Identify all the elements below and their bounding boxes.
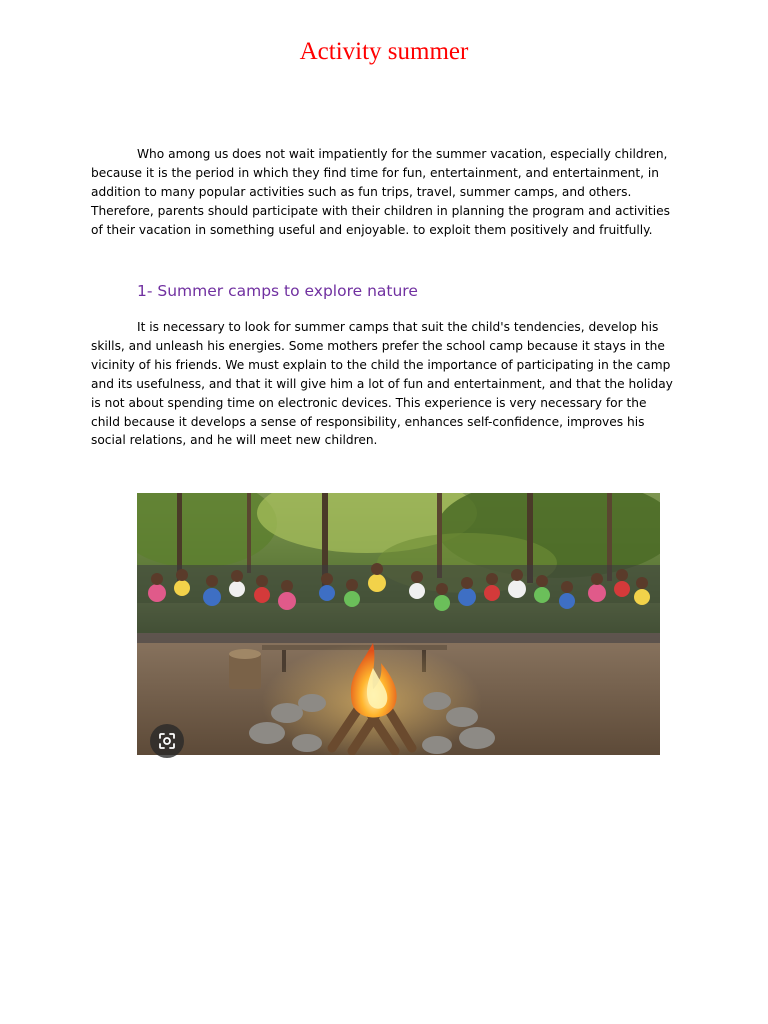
lens-search-button[interactable]	[150, 724, 184, 758]
document-title: Activity summer	[299, 38, 469, 65]
campfire-photo	[137, 493, 660, 755]
section-paragraph: It is necessary to look for summer camps that suit the child's tendencies, develop his skills, and unleash his energies. Some mothers prefer the school camp because it stays in the vicinity of his friends. We must explain to the child the importance of participating in the camp and its usefulness, and that it will give him a lot of fun and entertainment, and that the holiday is not about spending time on electronic devices. This experience is very necessary for the child because it develops a sense of responsibility, enhances self-confidence, improves his social relations, and he will meet new children.	[91, 320, 673, 448]
intro-paragraph: Who among us does not wait impatiently for the summer vacation, especially children, because it is the period in which they find time for fun, entertainment, and entertainment, in addition to many popular activities such as fun trips, travel, summer camps, and others. Therefore, parents should participate with their children in planning the program and activities of their vacation in something useful and enjoyable. to exploit them positively and fruitfully.	[91, 147, 670, 237]
campfire-photo-illustration	[137, 493, 660, 755]
lens-search-icon	[158, 732, 176, 750]
section-heading: 1- Summer camps to explore nature	[137, 282, 418, 300]
